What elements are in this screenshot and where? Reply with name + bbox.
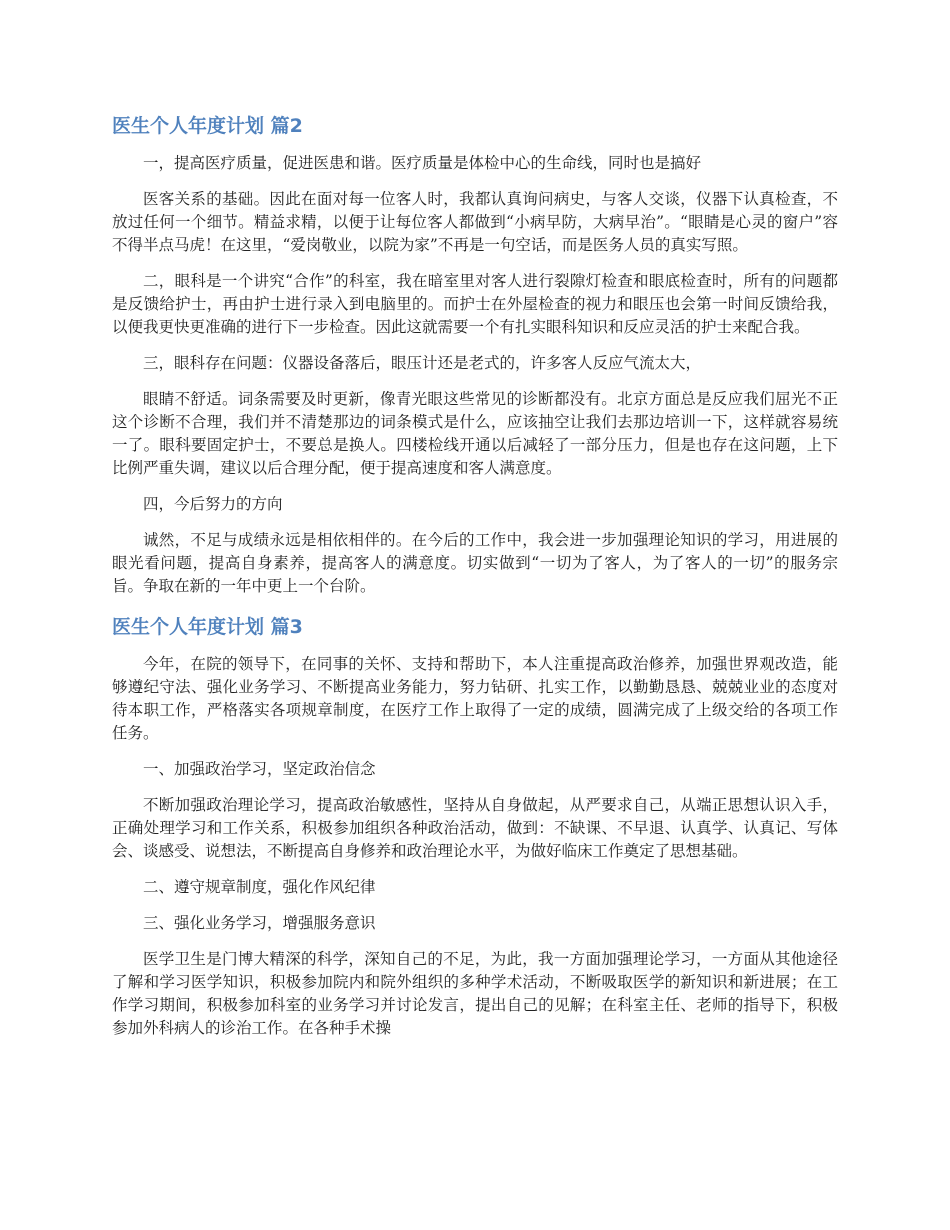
paragraph: 四，今后努力的方向 (143, 495, 283, 513)
paragraph: 一，提高医疗质量，促进医患和谐。医疗质量是体检中心的生命线，同时也是搞好 (143, 154, 702, 172)
section-heading: 医生个人年度计划 篇3 (112, 616, 303, 638)
paragraph: 医学卫生是门博大精深的科学，深知自己的不足，为此，我一方面加强理论学习，一方面从其他途径了解和学习医学知识，积极参加院内和院外组织的多种学术活动，不断吸取医学的新知识和新进展；在工作学习期间，积极参加科室的业务学习并讨论发言，提出自己的见解；在科室主任、老师的指导下，积极参加外科病人的诊治工作。在各种手术操 (112, 950, 838, 1037)
paragraph: 二，眼科是一个讲究“合作”的科室，我在暗室里对客人进行裂隙灯检查和眼底检查时，所有的问题都是反馈给护士，再由护士进行录入到电脑里的。而护士在外屋检查的视力和眼压也会第一时间反馈给我，以便我更快更准确的进行下一步检查。因此这就需要一个有扎实眼科知识和反应灵活的护士来配合我。 (112, 272, 838, 336)
document-content (112, 110, 838, 1053)
paragraph: 医客关系的基础。因此在面对每一位客人时，我都认真询问病史，与客人交谈，仪器下认真检查，不放过任何一个细节。精益求精，以便于让每位客人都做到“小病早防，大病早治”。“眼睛是心灵的窗户”容不得半点马虎！在这里，“爱岗敬业，以院为家”不再是一句空话，而是医务人员的真实写照。 (112, 190, 838, 254)
paragraph: 今年，在院的领导下，在同事的关怀、支持和帮助下，本人注重提高政治修养，加强世界观改造，能够遵纪守法、强化业务学习、不断提高业务能力，努力钻研、扎实工作，以勤勤恳恳、兢兢业业的态度对待本职工作，严格落实各项规章制度，在医疗工作上取得了一定的成绩，圆满完成了上级交给的各项工作任务。 (112, 655, 838, 742)
paragraph: 三、强化业务学习，增强服务意识 (143, 914, 376, 932)
section-heading: 医生个人年度计划 篇2 (112, 115, 303, 137)
paragraph: 一、加强政治学习，坚定政治信念 (143, 760, 376, 778)
paragraph: 二、遵守规章制度，强化作风纪律 (143, 878, 376, 896)
paragraph: 三，眼科存在问题：仪器设备落后，眼压计还是老式的，许多客人反应气流太大， (143, 354, 702, 372)
section-plan-3 (112, 611, 838, 1040)
section-plan-2 (112, 110, 838, 598)
paragraph: 诚然，不足与成绩永远是相依相伴的。在今后的工作中，我会进一步加强理论知识的学习，用进展的眼光看问题，提高自身素养，提高客人的满意度。切实做到“一切为了客人，为了客人的一切”的服务宗旨。争取在新的一年中更上一个台阶。 (112, 531, 838, 595)
paragraph: 不断加强政治理论学习，提高政治敏感性，坚持从自身做起，从严要求自己，从端正思想认识入手，正确处理学习和工作关系，积极参加组织各种政治活动，做到：不缺课、不早退、认真学、认真记、写体会、谈感受、说想法，不断提高自身修养和政治理论水平，为做好临床工作奠定了思想基础。 (112, 796, 838, 860)
paragraph: 眼睛不舒适。词条需要及时更新，像青光眼这些常见的诊断都没有。北京方面总是反应我们屈光不正这个诊断不合理，我们并不清楚那边的词条模式是什么，应该抽空让我们去那边培训一下，这样就容易统一了。眼科要固定护士，不要总是换人。四楼检线开通以后减轻了一部分压力，但是也存在这问题，上下比例严重失调，建议以后合理分配，便于提高速度和客人满意度。 (112, 390, 838, 477)
